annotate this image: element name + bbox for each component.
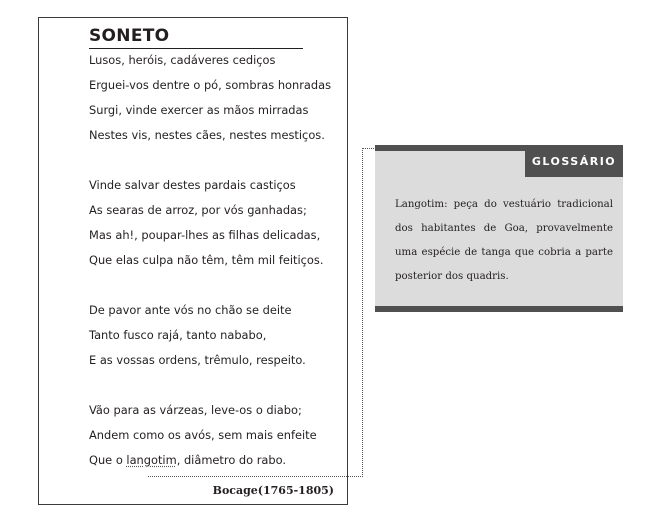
stanza-2 [89, 177, 323, 277]
stanza-3 [89, 302, 306, 377]
verse-line-last [89, 452, 317, 477]
poem-box [38, 17, 348, 505]
verse-line: Lusos, heróis, cadáveres cediços [89, 53, 276, 67]
verse-line: As searas de arroz, por vós ganhadas; [89, 203, 307, 217]
verse-line: Erguei-vos dentre o pó, sombras honradas [89, 78, 332, 92]
poem-title: SONETO [89, 26, 170, 46]
connector-dotted-top [362, 148, 376, 149]
glossary-term-langotim[interactable]: langotim [126, 453, 177, 467]
verse-line: Nestes vis, nestes cães, nestes mestiços. [89, 128, 325, 142]
verse-text: Que o [89, 453, 127, 467]
stanza-1 [89, 52, 331, 152]
verse-line: Que elas culpa não têm, têm mil feitiços. [89, 253, 324, 267]
verse-text: , diâmetro do rabo. [176, 453, 287, 467]
verse-line: De pavor ante vós no chão se deite [89, 303, 292, 317]
stanza-4 [89, 402, 317, 477]
glossary-heading: GLOSSÁRIO [525, 145, 623, 177]
connector-dotted-vertical [362, 148, 363, 477]
title-underline [89, 48, 303, 49]
verse-line: Surgi, vinde exercer as mãos mirradas [89, 103, 309, 117]
verse-line: Vão para as várzeas, leve-os o diabo; [89, 403, 302, 417]
poem-author: Bocage(1765-1805) [212, 484, 334, 497]
glossary-bottom-bar [375, 306, 623, 312]
verse-line: E as vossas ordens, trêmulo, respeito. [89, 353, 306, 367]
verse-line: Mas ah!, poupar-lhes as filhas delicadas, [89, 228, 321, 242]
glossary-definition: Langotim: peça do vestuário tradicional dos habitantes de Goa, provavelmente uma espécie de tanga que cobria a parte posterior dos quadris. [395, 199, 613, 282]
verse-line: Tanto fusco rajá, tanto nababo, [89, 328, 267, 342]
verse-line: Vinde salvar destes pardais castiços [89, 178, 296, 192]
glossary-box [375, 145, 623, 312]
verse-line: Andem como os avós, sem mais enfeite [89, 428, 317, 442]
connector-dotted-horizontal [148, 476, 363, 477]
